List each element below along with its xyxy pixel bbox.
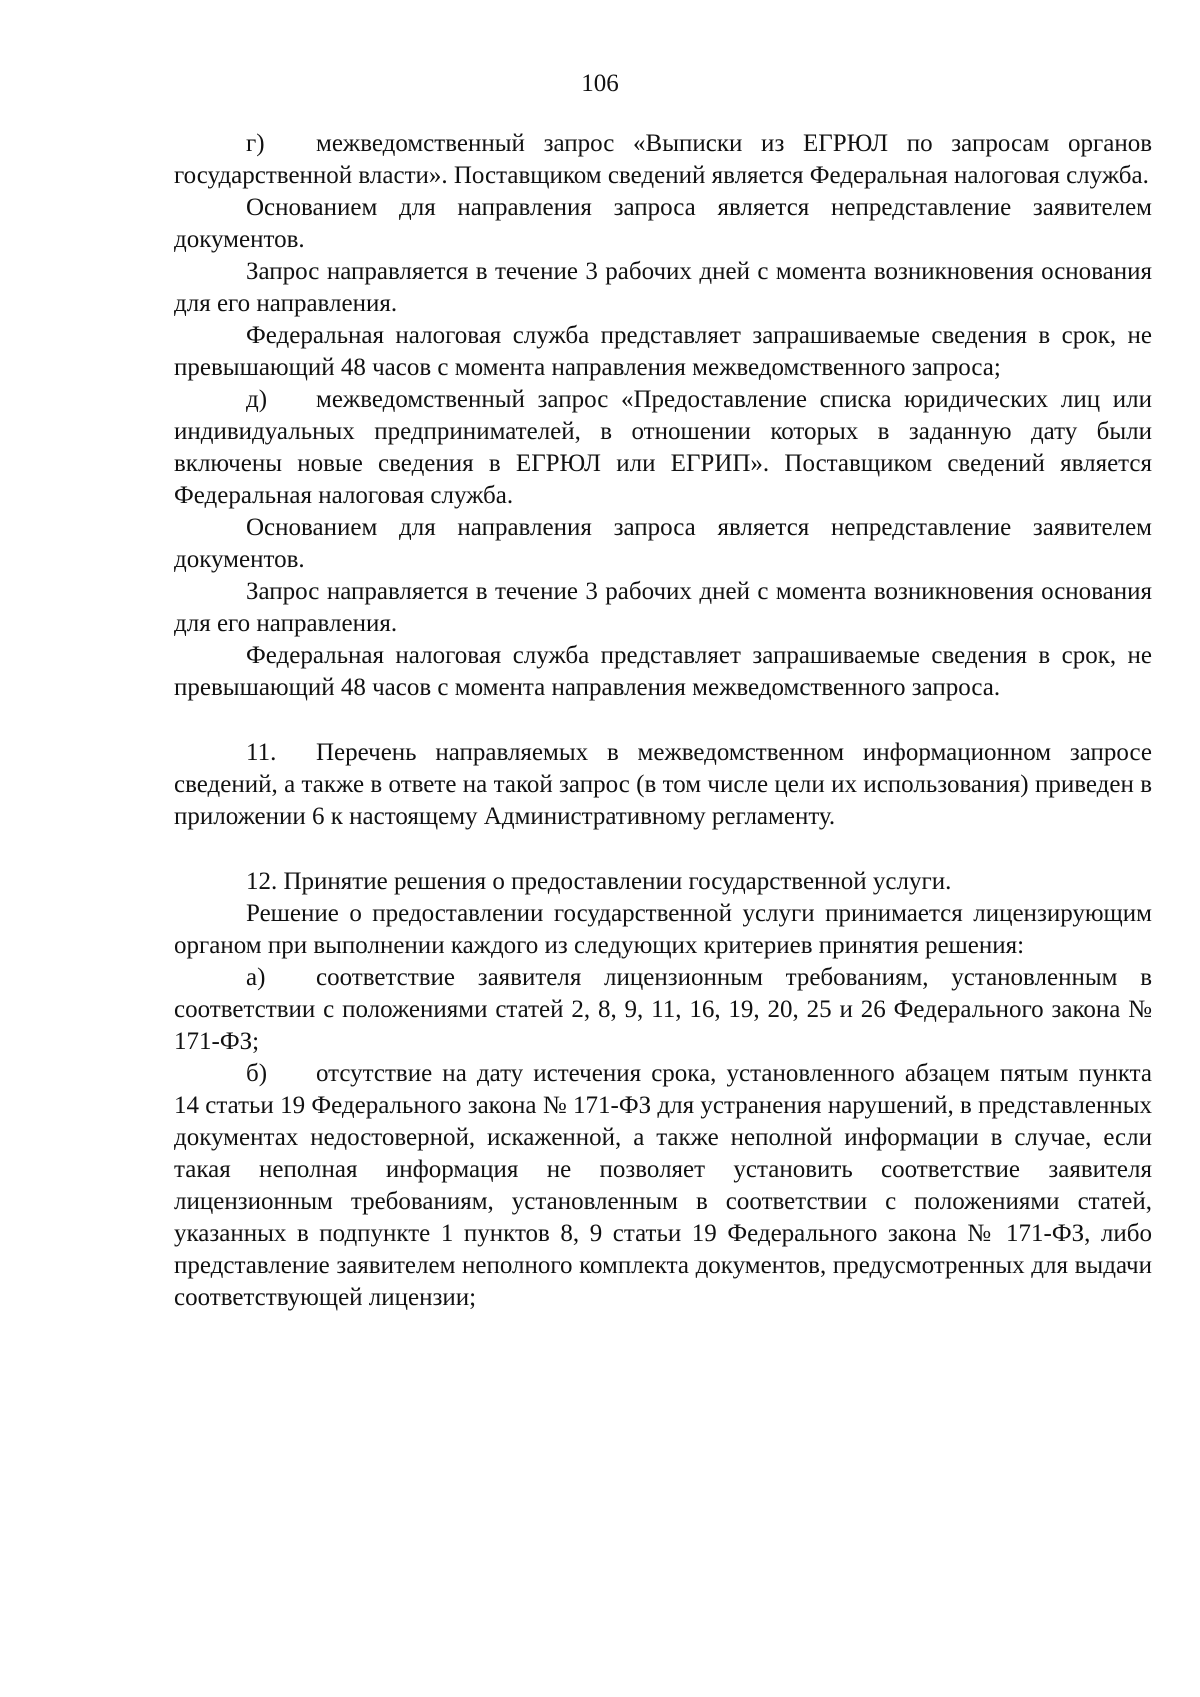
- page-number: 106: [581, 70, 619, 97]
- list-item-d: [174, 384, 1152, 512]
- list-item-b: [174, 1058, 1152, 1314]
- paragraph-text: межведомственный запрос «Выписки из ЕГРЮЛ по запросам органов государственной власти». Поставщиком сведений является Федеральная налоговая служба.: [174, 130, 1152, 189]
- section-gap: [174, 704, 1152, 737]
- list-marker: а): [246, 964, 266, 991]
- paragraph: Основанием для направления запроса является непредставление заявителем документов.: [174, 194, 1152, 253]
- paragraph: Решение о предоставлении государственной услуги принимается лицензирующим органом при выполнении каждого из следующих критериев принятия решения:: [174, 900, 1152, 959]
- list-item-a: [174, 962, 1152, 1058]
- document-body: [174, 128, 1152, 1314]
- paragraph: Федеральная налоговая служба представляет запрашиваемые сведения в срок, не превышающий 48 часов с момента направления межведомственного запроса;: [174, 322, 1152, 381]
- paragraph-text: соответствие заявителя лицензионным требованиям, установленным в соответствии с положениями статей 2, 8, 9, 11, 16, 19, 20, 25 и 26 Федерального закона № 171-ФЗ;: [174, 964, 1152, 1055]
- list-item-g: [174, 128, 1152, 192]
- list-marker: б): [246, 1060, 268, 1087]
- list-marker: д): [246, 386, 268, 413]
- section-11: [174, 737, 1152, 833]
- paragraph-text: отсутствие на дату истечения срока, установленного абзацем пятым пункта 14 статьи 19 Федерального закона № 171-ФЗ для устранения нарушений, в представленных документах недостоверной, искаженной, а также неполной информации в случае, если такая неполная информация не позволяет установить соответствие заявителя лицензионным требованиям, установленным в соответствии с положениями статей, указанных в подпункте 1 пунктов 8, 9 статьи 19 Федерального закона № 171-ФЗ, либо представление заявителем неполного комплекта документов, предусмотренных для выдачи соответствующей лицензии;: [174, 1060, 1152, 1311]
- section-gap: [174, 833, 1152, 866]
- paragraph: Основанием для направления запроса является непредставление заявителем документов.: [174, 514, 1152, 573]
- section-12-heading: 12. Принятие решения о предоставлении государственной услуги.: [246, 868, 952, 895]
- paragraph: Федеральная налоговая служба представляет запрашиваемые сведения в срок, не превышающий 48 часов с момента направления межведомственного запроса.: [174, 642, 1152, 701]
- paragraph-text: Перечень направляемых в межведомственном информационном запросе сведений, а также в ответе на такой запрос (в том числе цели их использования) приведен в приложении 6 к настоящему Административному регламенту.: [174, 739, 1152, 830]
- list-marker: г): [246, 130, 265, 157]
- paragraph: Запрос направляется в течение 3 рабочих дней с момента возникновения основания для его направления.: [174, 258, 1152, 317]
- paragraph-text: межведомственный запрос «Предоставление списка юридических лиц или индивидуальных предпринимателей, в отношении которых в заданную дату были включены новые сведения в ЕГРЮЛ или ЕГРИП». Поставщиком сведений является Федеральная налоговая служба.: [174, 386, 1152, 509]
- paragraph: Запрос направляется в течение 3 рабочих дней с момента возникновения основания для его направления.: [174, 578, 1152, 637]
- section-number: 11.: [246, 739, 277, 766]
